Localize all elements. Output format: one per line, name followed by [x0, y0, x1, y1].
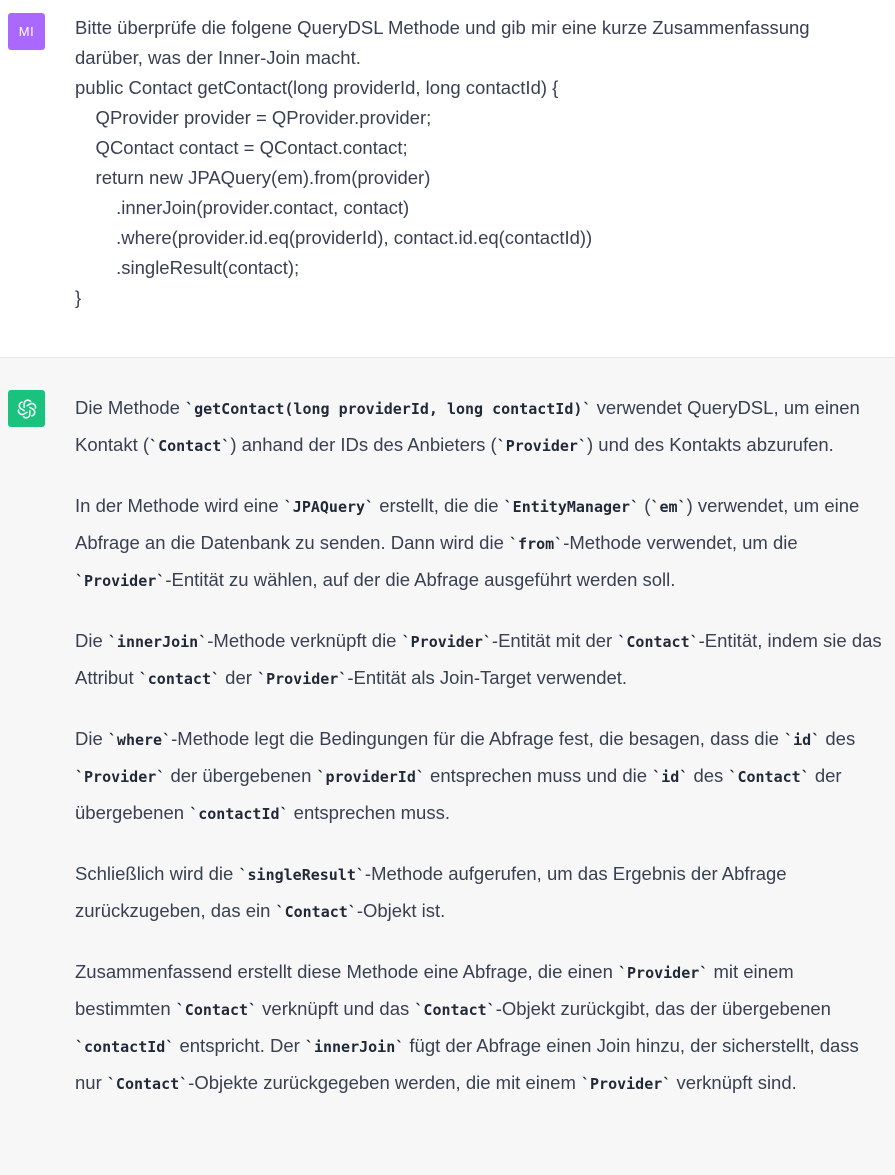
- text: entsprechen muss.: [288, 802, 450, 823]
- text: des: [820, 728, 856, 749]
- text: ) verwendet, um eine Abfrage an die Datenbank zu senden. Dann wird die: [75, 495, 860, 553]
- inline-code: `singleResult`: [238, 866, 365, 884]
- inline-code: `Contact`: [728, 768, 810, 786]
- inline-code: `em`: [650, 498, 687, 516]
- inline-code: `Provider`: [257, 670, 348, 688]
- text: erstellt, die die: [374, 495, 504, 516]
- inline-code: `Contact`: [106, 1075, 189, 1093]
- text: In der Methode wird eine: [75, 495, 284, 516]
- inline-code: `Contact`: [617, 633, 699, 651]
- user-message-line: .singleResult(contact);: [75, 257, 300, 278]
- text: fügt der Abfrage einen Join hinzu, der sicherstellt, dass nur: [75, 1035, 859, 1093]
- text: -Methode verwendet, um die: [563, 532, 798, 553]
- user-message-line: return new JPAQuery(em).from(provider): [75, 167, 431, 188]
- text: des: [688, 765, 729, 786]
- inline-code: `Contact`: [414, 1001, 496, 1019]
- response-paragraph-5: [75, 856, 887, 930]
- inline-code: `where`: [107, 731, 172, 749]
- assistant-message: [0, 358, 895, 1175]
- inline-code: `getContact(long providerId, long contactId)`: [185, 400, 592, 418]
- text: Schließlich wird die: [75, 863, 239, 884]
- response-paragraph-2: [75, 488, 887, 599]
- text: ) anhand der IDs des Anbieters (: [230, 434, 497, 455]
- text: -Entität mit der: [491, 630, 618, 651]
- response-paragraph-6: [75, 954, 887, 1102]
- inline-code: `Contact`: [175, 1001, 258, 1019]
- text: -Methode aufgerufen, um das Ergebnis der Abfrage zurückzugeben, das ein: [75, 863, 787, 921]
- inline-code: `Contact`: [149, 437, 231, 455]
- text: der: [220, 667, 258, 688]
- user-message-text: [75, 13, 887, 313]
- user-message-line: Bitte überprüfe die folgene QueryDSL Methode und gib mir eine kurze Zusammenfassung: [75, 17, 810, 38]
- inline-code: `Contact`: [275, 903, 357, 921]
- inline-code: `JPAQuery`: [283, 498, 375, 516]
- text: -Objekt zurückgibt, das der übergebenen: [495, 998, 831, 1019]
- inline-code: `id`: [652, 768, 689, 786]
- inline-code: `Provider`: [581, 1075, 672, 1093]
- text: (: [639, 495, 651, 516]
- text: -Objekte zurückgegeben werden, die mit einem: [188, 1072, 581, 1093]
- openai-logo-icon: [14, 396, 40, 422]
- user-message-line: darüber, was der Inner-Join macht.: [75, 47, 361, 68]
- user-message-line: .innerJoin(provider.contact, contact): [75, 197, 410, 218]
- inline-code: `id`: [784, 731, 821, 749]
- user-message: [0, 0, 895, 358]
- inline-code: `contactId`: [75, 1038, 175, 1056]
- inline-code: `Provider`: [496, 437, 587, 455]
- text: verwendet QueryDSL, um einen Kontakt (: [75, 397, 860, 455]
- response-paragraph-4: [75, 721, 887, 832]
- text: ) und des Kontakts abzurufen.: [587, 434, 834, 455]
- text: Die Methode: [75, 397, 186, 418]
- inline-code: `providerId`: [316, 768, 425, 786]
- inline-code: `Provider`: [75, 768, 166, 786]
- inline-code: `from`: [509, 535, 564, 553]
- assistant-avatar: [8, 390, 45, 427]
- user-message-line: .where(provider.id.eq(providerId), contact.id.eq(contactId)): [75, 227, 593, 248]
- inline-code: `Provider`: [75, 572, 166, 590]
- response-paragraph-3: [75, 623, 887, 697]
- user-message-line: QContact contact = QContact.contact;: [75, 137, 408, 158]
- text: Die: [75, 630, 108, 651]
- text: entsprechen muss und die: [424, 765, 653, 786]
- inline-code: `Provider`: [618, 964, 709, 982]
- text: der übergebenen: [75, 765, 842, 823]
- text: -Methode verknüpft die: [207, 630, 402, 651]
- inline-code: `contactId`: [189, 805, 289, 823]
- text: der übergebenen: [165, 765, 317, 786]
- inline-code: `innerJoin`: [304, 1038, 405, 1056]
- inline-code: `innerJoin`: [107, 633, 208, 651]
- inline-code: `contact`: [138, 670, 221, 688]
- text: verknüpft und das: [257, 998, 415, 1019]
- text: -Objekt ist.: [356, 900, 446, 921]
- user-message-line: }: [75, 287, 82, 308]
- user-message-line: QProvider provider = QProvider.provider;: [75, 107, 432, 128]
- response-paragraph-1: [75, 390, 887, 464]
- user-message-line: public Contact getContact(long providerId, long contactId) {: [75, 77, 559, 98]
- assistant-message-text: [75, 390, 887, 1126]
- text: entspricht. Der: [174, 1035, 305, 1056]
- text: -Entität zu wählen, auf der die Abfrage ausgeführt werden soll.: [165, 569, 676, 590]
- text: verknüpft sind.: [671, 1072, 797, 1093]
- inline-code: `EntityManager`: [503, 498, 640, 516]
- text: -Entität als Join-Target verwendet.: [347, 667, 628, 688]
- text: -Methode legt die Bedingungen für die Abfrage fest, die besagen, dass die: [171, 728, 785, 749]
- text: mit einem bestimmten: [75, 961, 794, 1019]
- user-avatar-initials: MI: [18, 24, 35, 39]
- inline-code: `Provider`: [401, 633, 492, 651]
- text: Zusammenfassend erstellt diese Methode eine Abfrage, die einen: [75, 961, 618, 982]
- text: Die: [75, 728, 108, 749]
- user-avatar: [8, 13, 45, 50]
- text: -Entität, indem sie das Attribut: [75, 630, 882, 688]
